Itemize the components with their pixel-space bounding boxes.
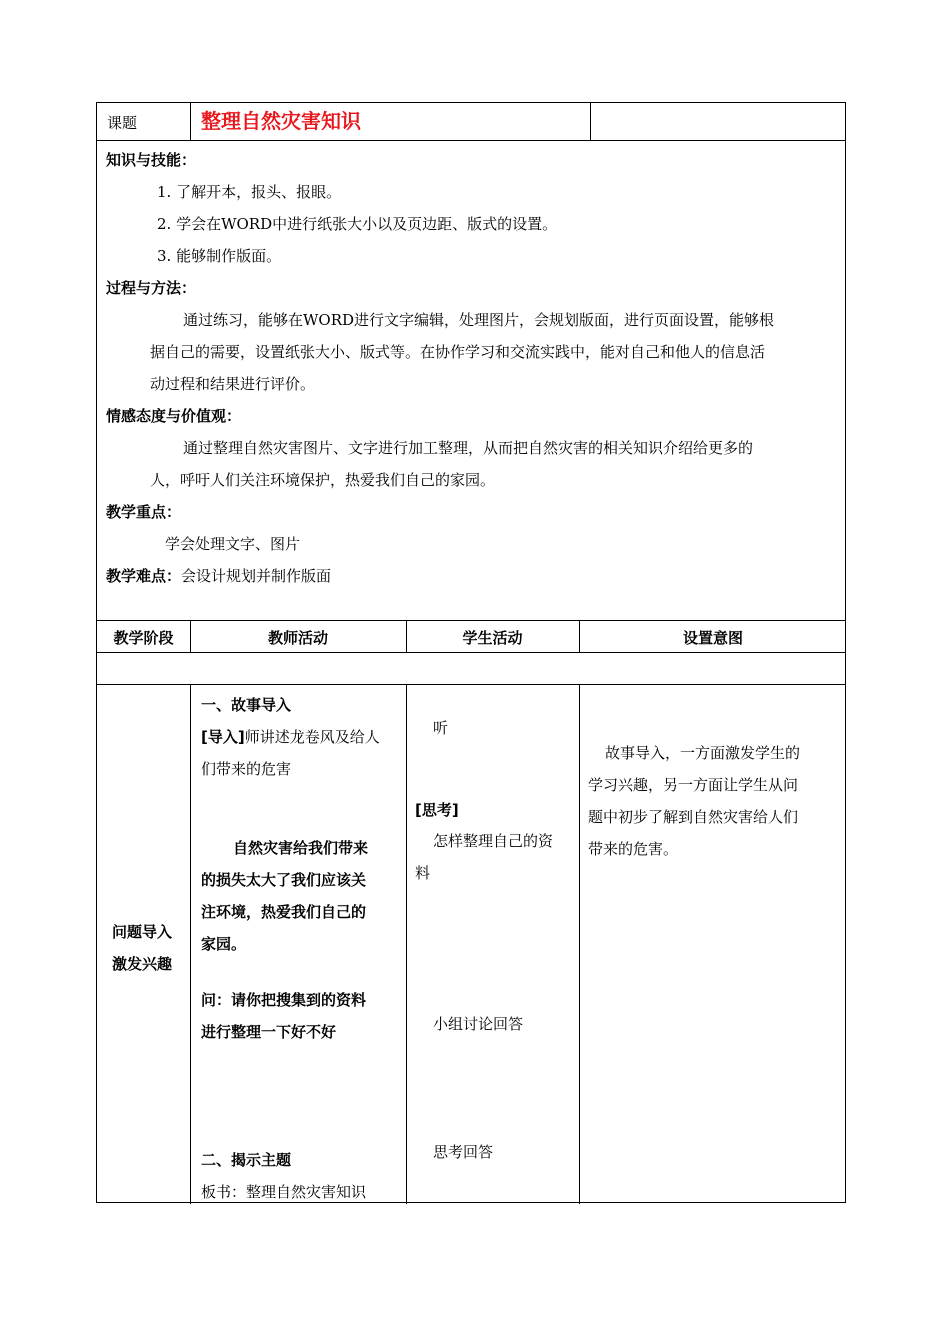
process-line: 动过程和结果进行评价。	[150, 375, 316, 393]
difficulty-text: 会设计规划并制作版面	[181, 567, 332, 585]
row-divider	[97, 140, 845, 141]
board-writing: 板书：整理自然灾害知识	[201, 1183, 367, 1201]
column-divider	[190, 103, 191, 140]
story-intro-heading: 一、故事导入	[201, 696, 292, 714]
process-line: 通过练习，能够在WORD进行文字编辑，处理图片，会规划版面，进行页面设置，能够根	[183, 311, 775, 329]
student-discuss: 小组讨论回答	[433, 1015, 524, 1033]
row-divider	[97, 620, 845, 621]
intent-line: 学习兴趣，另一方面让学生从问	[588, 776, 799, 794]
emphasis-line: 注环境，热爱我们自己的	[201, 903, 367, 921]
knowledge-item: 2. 学会在WORD中进行纸张大小以及页边距、版式的设置。	[157, 215, 558, 233]
column-header-stage: 教学阶段	[113, 629, 174, 647]
column-divider	[190, 684, 191, 1204]
intro-line: 们带来的危害	[201, 760, 292, 778]
knowledge-item: 3. 能够制作版面。	[157, 247, 282, 265]
topic-label: 课题	[107, 114, 138, 132]
reveal-topic-heading: 二、揭示主题	[201, 1151, 292, 1169]
difficulty-heading: 教学难点：	[106, 567, 182, 585]
knowledge-heading: 知识与技能：	[106, 151, 197, 169]
difficulty-line	[106, 566, 331, 586]
emotion-line: 人，呼吁人们关注环境保护，热爱我们自己的家园。	[150, 471, 496, 489]
emphasis-line: 的损失太大了我们应该关	[201, 871, 367, 889]
intro-tag: [导入]	[201, 728, 245, 746]
column-divider	[406, 684, 407, 1204]
emotion-heading: 情感态度与价值观：	[106, 407, 242, 425]
intent-line: 题中初步了解到自然灾害给人们	[588, 808, 799, 826]
column-header-teacher: 教师活动	[267, 629, 328, 647]
emphasis-line: 自然灾害给我们带来	[233, 839, 369, 857]
knowledge-item: 1. 了解开本，报头、报眼。	[157, 183, 342, 201]
question-line: 进行整理一下好不好	[201, 1023, 337, 1041]
think-tag: [思考]	[415, 801, 459, 819]
intent-line: 带来的危害。	[588, 840, 679, 858]
column-divider	[590, 103, 591, 140]
process-line: 据自己的需要，设置纸张大小、版式等。在协作学习和交流实践中，能对自己和他人的信息活	[150, 343, 766, 361]
row-divider	[97, 652, 845, 653]
emotion-line: 通过整理自然灾害图片、文字进行加工整理，从而把自然灾害的相关知识介绍给更多的	[183, 439, 754, 457]
key-point-heading: 教学重点：	[106, 503, 182, 521]
intro-line	[201, 727, 380, 747]
key-point-text: 学会处理文字、图片	[165, 535, 301, 553]
emphasis-line: 家园。	[201, 935, 247, 953]
column-header-intent: 设置意图	[682, 629, 743, 647]
column-divider	[579, 684, 580, 1204]
stage-label: 问题导入	[112, 923, 173, 941]
student-answer: 思考回答	[433, 1143, 494, 1161]
intent-line: 故事导入，一方面激发学生的	[605, 744, 801, 762]
lesson-title: 整理自然灾害知识	[201, 109, 361, 133]
question-line: 问：请你把搜集到的资料	[201, 991, 367, 1009]
stage-label: 激发兴趣	[112, 955, 173, 973]
column-header-student: 学生活动	[462, 629, 523, 647]
intro-text: 师讲述龙卷风及给人	[244, 728, 380, 746]
lesson-plan-table	[96, 102, 846, 1203]
student-listen: 听	[433, 719, 449, 737]
think-line: 料	[415, 864, 431, 882]
row-divider	[97, 684, 845, 685]
think-line: 怎样整理自己的资	[433, 832, 554, 850]
process-heading: 过程与方法：	[106, 279, 197, 297]
